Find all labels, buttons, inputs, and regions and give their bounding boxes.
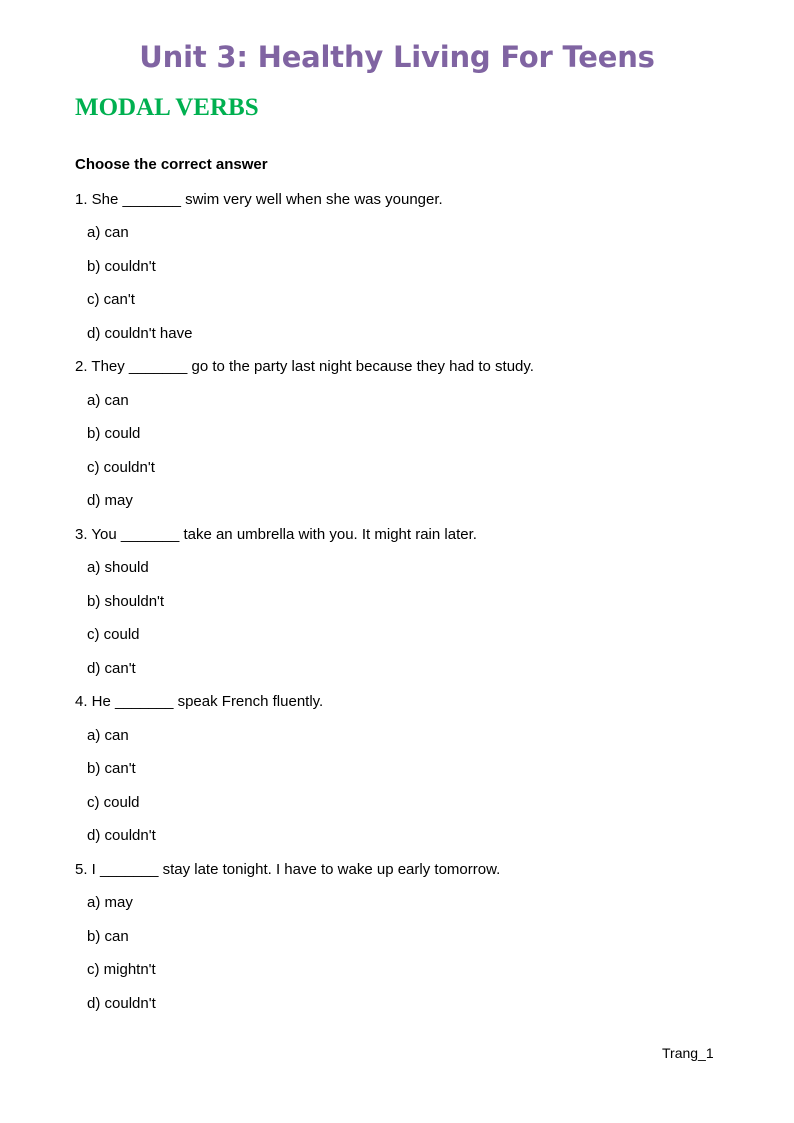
- question-list: [75, 183, 725, 1021]
- answer-option-b[interactable]: b) could: [87, 425, 141, 442]
- question-3: [75, 518, 725, 686]
- question-2: [75, 350, 725, 518]
- answer-option-d[interactable]: d) can't: [87, 659, 136, 677]
- answer-option-d[interactable]: d) may: [87, 492, 133, 509]
- answer-option-d[interactable]: d) couldn't have: [87, 324, 193, 342]
- answer-option-a[interactable]: a) should: [87, 559, 149, 576]
- answer-option-c[interactable]: c) could: [87, 626, 140, 643]
- answer-option-b[interactable]: b) couldn't: [87, 257, 156, 275]
- answer-option-a[interactable]: a) can: [87, 224, 129, 241]
- answer-option-a[interactable]: a) may: [87, 894, 133, 911]
- question-1: [75, 183, 725, 351]
- answer-option-b[interactable]: b) shouldn't: [87, 592, 165, 610]
- question-text: 2. They _______ go to the party last night because they had to study.: [75, 358, 534, 375]
- answer-option-c[interactable]: c) can't: [87, 291, 135, 308]
- page-title: Unit 3: Healthy Living For Teens: [139, 40, 655, 74]
- answer-option-d[interactable]: d) couldn't: [87, 827, 156, 844]
- answer-option-a[interactable]: a) can: [87, 391, 129, 409]
- page-number: Trang_1: [662, 1045, 714, 1061]
- question-text: 3. You _______ take an umbrella with you. It might rain later.: [75, 525, 477, 543]
- question-4: [75, 685, 725, 853]
- answer-option-b[interactable]: b) can: [87, 927, 129, 945]
- answer-option-b[interactable]: b) can't: [87, 760, 136, 777]
- question-text: 4. He _______ speak French fluently.: [75, 693, 324, 710]
- question-5: [75, 853, 725, 1021]
- question-text: 1. She _______ swim very well when she was younger.: [75, 190, 443, 208]
- answer-option-c[interactable]: c) mightn't: [87, 961, 156, 978]
- instruction-text: Choose the correct answer: [75, 156, 268, 173]
- answer-option-a[interactable]: a) can: [87, 726, 129, 744]
- section-title: MODAL VERBS: [75, 94, 259, 121]
- answer-option-d[interactable]: d) couldn't: [87, 994, 156, 1012]
- answer-option-c[interactable]: c) could: [87, 793, 140, 811]
- answer-option-c[interactable]: c) couldn't: [87, 458, 155, 476]
- question-text: 5. I _______ stay late tonight. I have to wake up early tomorrow.: [75, 860, 501, 878]
